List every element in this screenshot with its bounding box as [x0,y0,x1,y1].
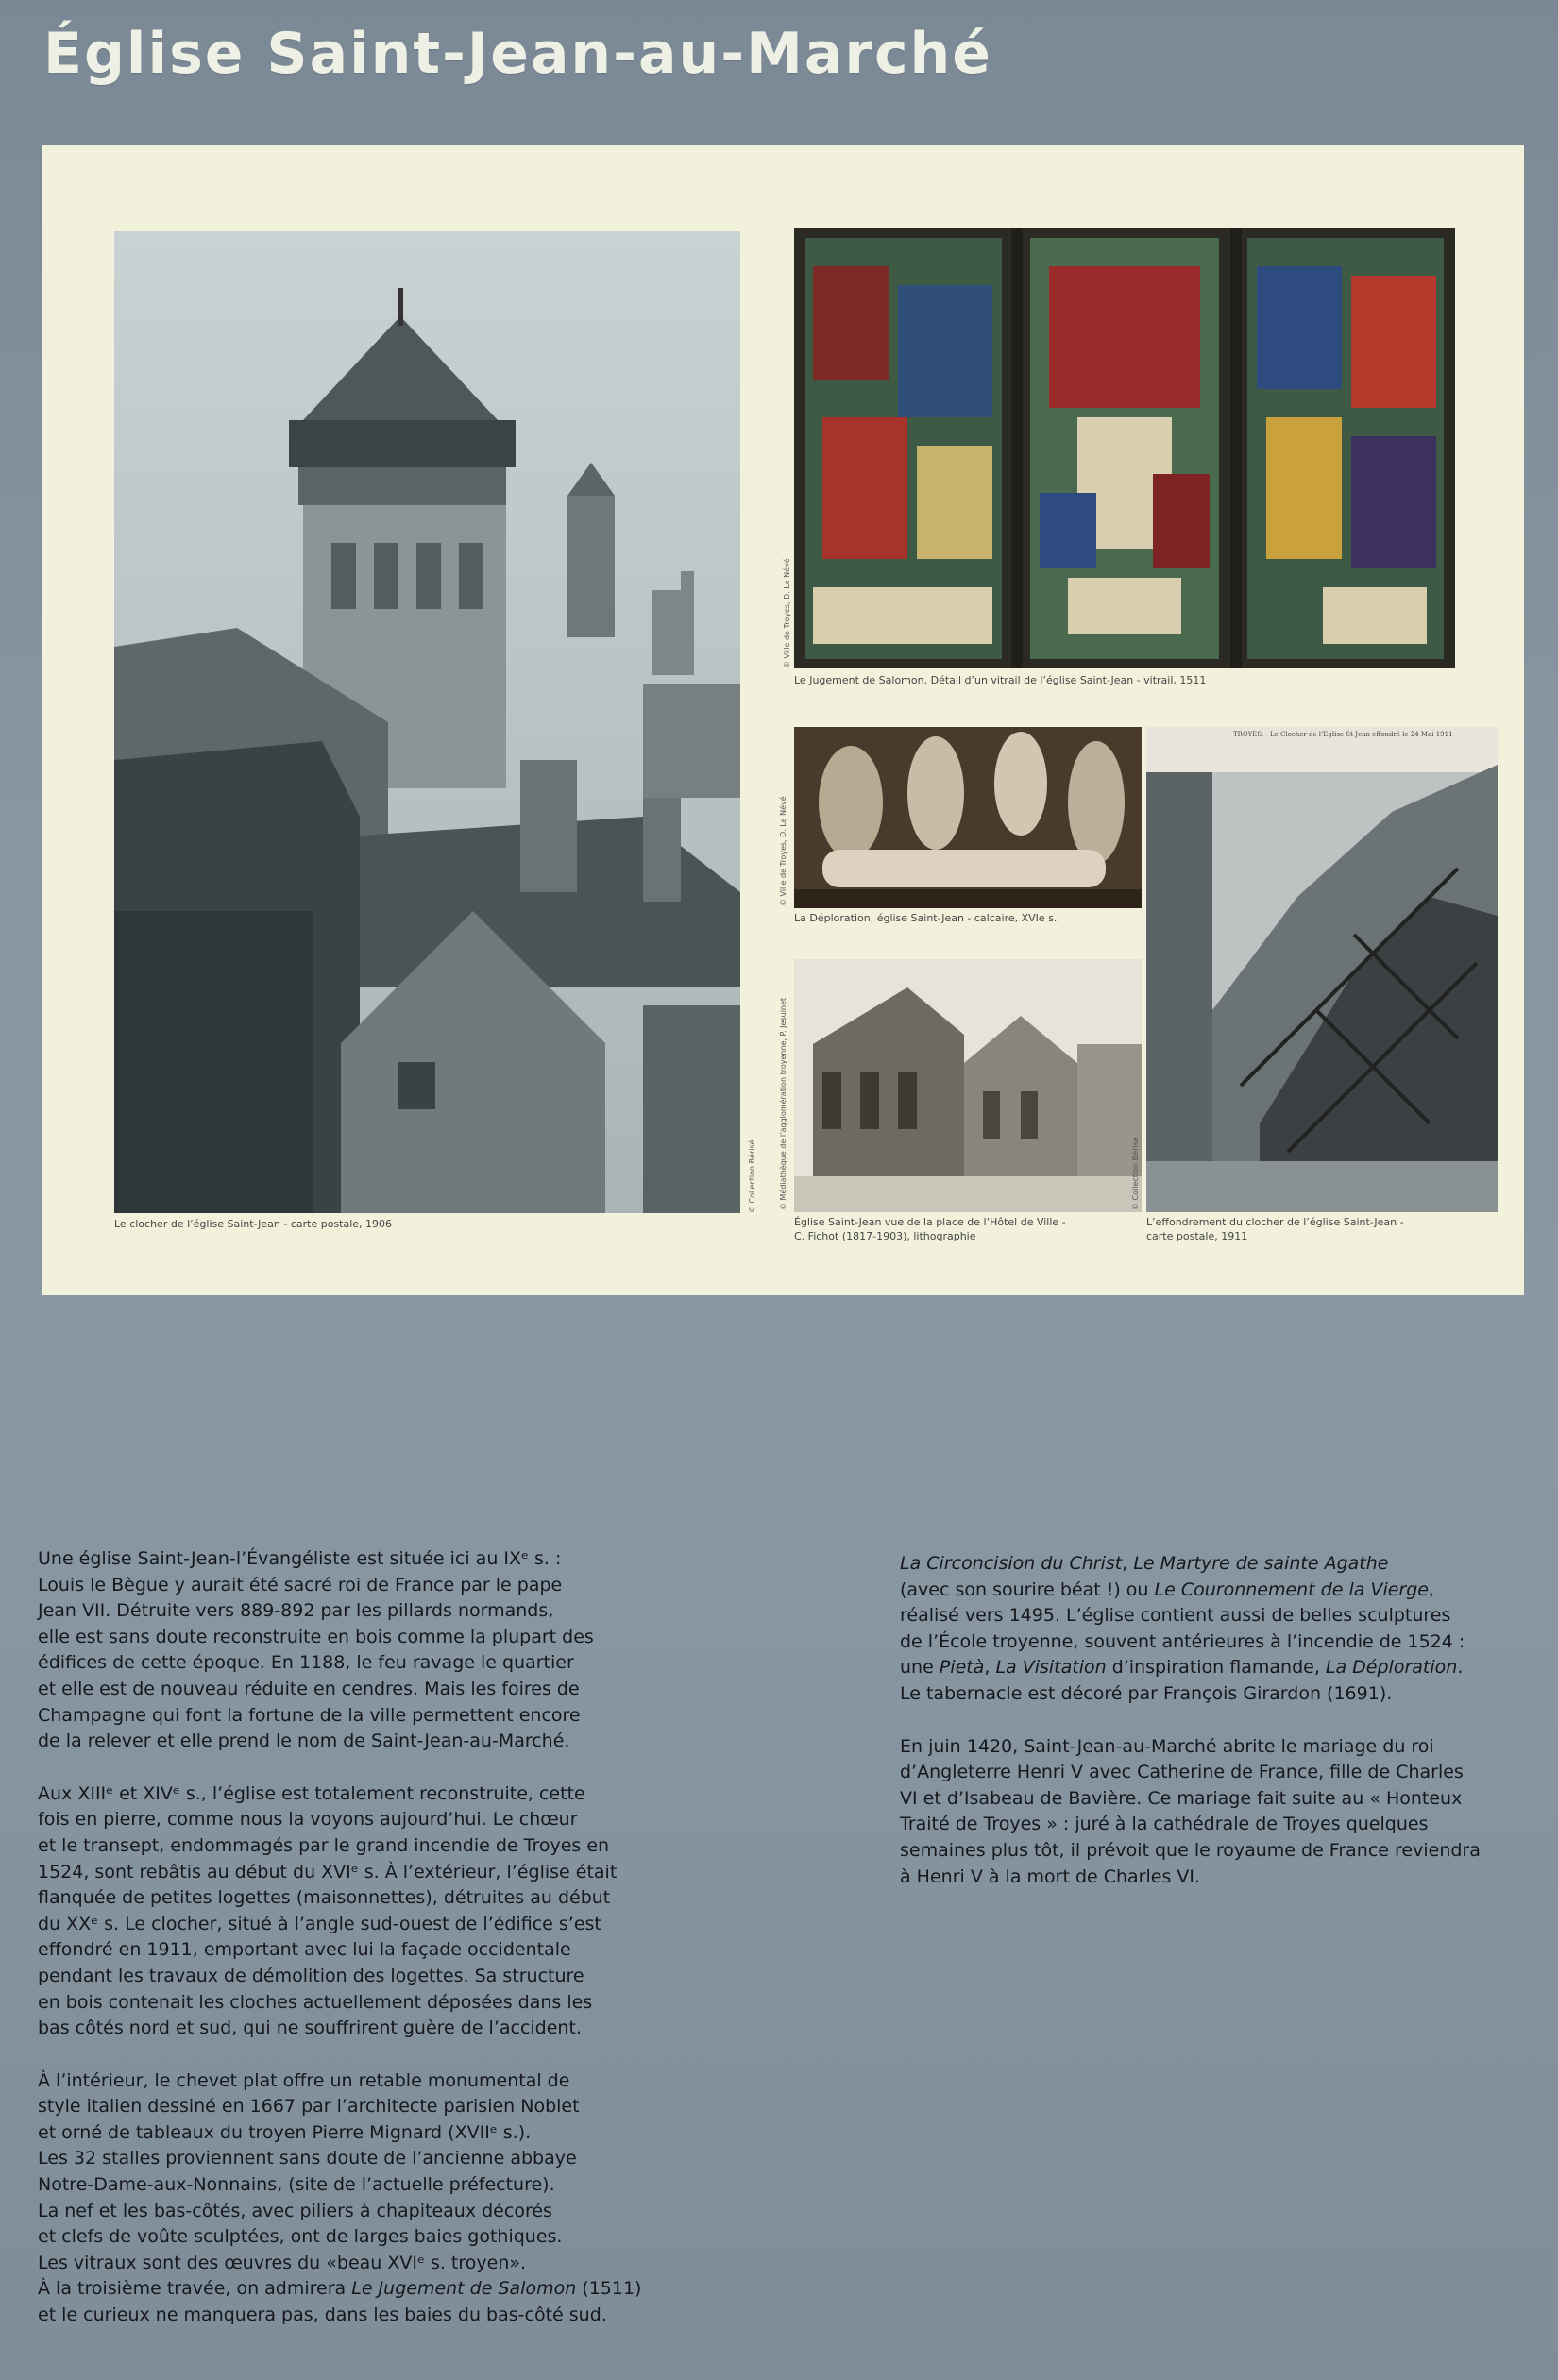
collapse-credit: © Collection Bérisé [1131,1137,1140,1210]
left-paragraph-2: Aux XIIIᵉ et XIVᵉ s., l’église est totalement reconstruite, cette fois en pierre, comme nous la voyons aujourd’hui. Le chœur et le transept, endommagés par le grand incendie de Troyes en 1524, sont rebâtis au début du XVIᵉ s. À l’extérieur, l’église était flanquée de petites logettes (maisonnettes), détruites au début du XXᵉ s. Le clocher, situé à l’angle sud-ouest de l’édifice s’est effondré en 1911, emportant avec lui la façade occidentale pendant les travaux de démolition des logettes. Sa structure en bois contenait les cloches actuellement déposées dans les bas côtés nord et sud, qui ne souffrirent guère de l’accident. [38,1782,618,2039]
deploration-caption: La Déploration, église Saint-Jean - calcaire, XVIe s. [794,912,1058,924]
deploration-photo [794,727,1142,908]
deploration-credit: © Ville de Troyes, D. Le Névé [779,796,787,906]
right-paragraph-1: La Circoncision du Christ, Le Martyre de sainte Agathe (avec son sourire béat !) ou Le Couronnement de la Vierge, réalisé vers 1495. L’église contient aussi de belles sculptures de l’École troyenne, souvent antérieures à l’incendie de 1524 : une Pietà, La Visitation d’inspiration flamande, La Déploration. Le tabernacle est décoré par François Girardon (1691). [900,1553,1465,1704]
photo-panel [42,145,1524,1295]
left-paragraph-3: À l’intérieur, le chevet plat offre un retable monumental de style italien dessiné en 1667 par l’architecte parisien Noblet et orné de tableaux du troyen Pierre Mignard (XVIIᵉ s.). Les 32 stalles proviennent sans doute de l’ancienne abbaye Notre-Dame-aux-Nonnains, (site de l’actuelle préfecture). La nef et les bas-côtés, avec piliers à chapiteaux décorés et clefs de voûte sculptées, ont de larges baies gothiques. Les vitraux sont des œuvres du «beau XVIᵉ s. troyen». À la troisième travée, on admirera Le Jugement de Salomon (1511) et le curieux ne manquera pas, dans les baies du bas-côté sud. [38,2069,642,2326]
left-text-column [38,1546,641,2355]
lithograph-caption-line2: C. Fichot (1817-1903), lithographie [794,1230,976,1242]
bell-tower-photo [114,231,740,1213]
main-photo-caption: Le clocher de l’église Saint-Jean - carte postale, 1906 [114,1218,393,1230]
page-title: Église Saint-Jean-au-Marché [43,21,992,87]
collapse-caption [1146,1215,1404,1243]
collapse-photo [1146,727,1498,1212]
lithograph-caption-line1: Église Saint-Jean vue de la place de l’Hôtel de Ville - [794,1216,1066,1228]
right-text-column [900,1551,1481,1916]
left-paragraph-1: Une église Saint-Jean-l’Évangéliste est située ici au IXᵉ s. : Louis le Bègue y aurait été sacré roi de France par le pape Jean VII. Détruite vers 889-892 par les pillards normands, elle est sans doute reconstruite en bois comme la plupart des édifices de cette époque. En 1188, le feu ravage le quartier et elle est de nouveau réduite en cendres. Mais les foires de Champagne qui font la fortune de la ville permettent encore de la relever et elle prend le nom de Saint-Jean-au-Marché. [38,1548,594,1752]
stained-glass-photo [794,228,1455,668]
collapse-print-header: TROYES. - Le Clocher de l’Église St-Jean effondré le 24 Mai 1911 [1233,731,1453,738]
collapse-caption-line2: carte postale, 1911 [1146,1230,1248,1242]
stained-glass-credit: © Ville de Troyes, D. Le Névé [783,558,791,668]
main-photo-credit: © Collection Bérisé [748,1139,756,1213]
lithograph-caption [794,1215,1066,1243]
lithograph-photo [794,959,1142,1212]
left-p3-line-jugement: À la troisième travée, on admirera Le Jugement de Salomon (1511) [38,2278,642,2300]
lithograph-credit: © Médiathèque de l’agglomération troyenne, P. Jesuinet [779,997,787,1210]
stained-glass-caption: Le Jugement de Salomon. Détail d’un vitrail de l’église Saint-Jean - vitrail, 1511 [794,674,1207,686]
collapse-caption-line1: L’effondrement du clocher de l’église Saint-Jean - [1146,1216,1404,1228]
right-paragraph-2: En juin 1420, Saint-Jean-au-Marché abrite le mariage du roi d’Angleterre Henri V avec Catherine de France, fille de Charles VI et d’Isabeau de Bavière. Ce mariage fait suite au « Honteux Traité de Troyes » : juré à la cathédrale de Troyes quelques semaines plus tôt, il prévoit que le royaume de France reviendra à Henri V à la mort de Charles VI. [900,1735,1481,1887]
